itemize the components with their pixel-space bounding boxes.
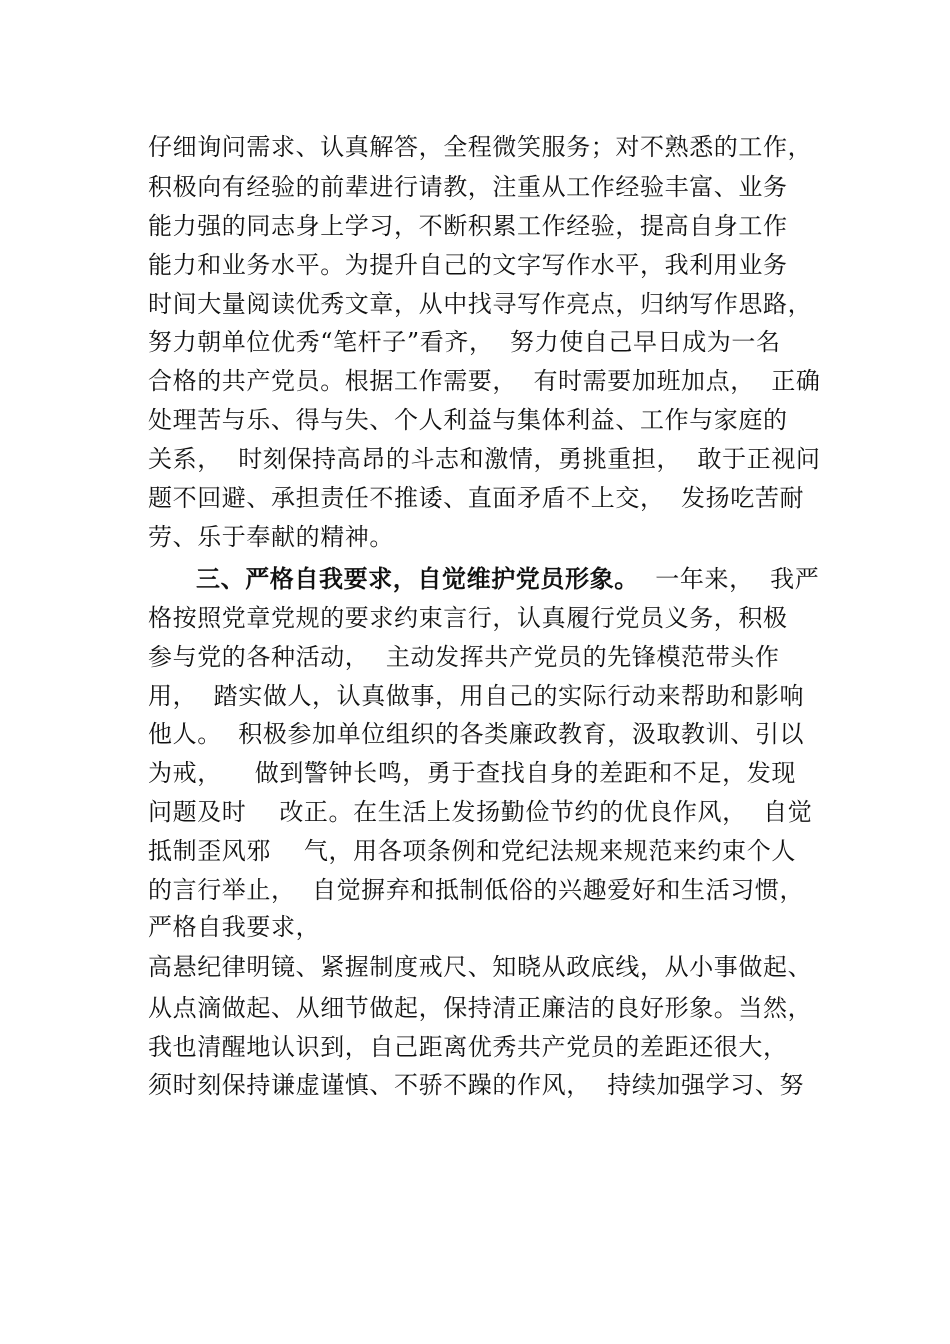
text-line: 合格的共产党员。根据工作需要， 有时需要加班加点， 正确	[148, 367, 821, 395]
text-line: 参与党的各种活动， 主动发挥共产党员的先锋模范带头作	[148, 643, 780, 671]
text-line: 积极向有经验的前辈进行请教，注重从工作经验丰富、业务	[148, 173, 788, 201]
text-line: 抵制歪风邪 气，用各项条例和党纪法规来规范来约束个人	[148, 837, 796, 865]
section-heading-line	[196, 564, 819, 594]
text-line: 我也清醒地认识到，自己距离优秀共产党员的差距还很大，	[148, 1033, 788, 1061]
text-line: 劳、乐于奉献的精神。	[148, 523, 394, 551]
section-heading: 三、严格自我要求，自觉维护党员形象。	[196, 564, 639, 593]
text-line: 关系， 时刻保持高昂的斗志和激情，勇挑重担， 敢于正视问	[148, 445, 821, 473]
text-line: 题不回避、承担责任不推诿、直面矛盾不上交， 发扬吃苦耐	[148, 484, 805, 512]
text-line: 能力强的同志身上学习，不断积累工作经验，提高自身工作	[148, 212, 788, 240]
section-heading-continuation: 一年来， 我严	[638, 565, 820, 593]
text-line: 须时刻保持谦虚谨慎、不骄不躁的作风， 持续加强学习、努	[148, 1071, 805, 1099]
text-line: 问题及时 改正。在生活上发扬勤俭节约的优良作风， 自觉	[148, 798, 813, 826]
text-line: 高悬纪律明镜、紧握制度戒尺、知晓从政底线，从小事做起、	[148, 953, 813, 981]
text-line: 努力朝单位优秀“笔杆子”看齐， 努力使自己早日成为一名	[148, 328, 781, 356]
text-line: 为戒， 做到警钟长鸣，勇于查找自身的差距和不足，发现	[148, 759, 796, 787]
text-line: 用， 踏实做人，认真做事，用自己的实际行动来帮助和影响	[148, 682, 805, 710]
text-line: 能力和业务水平。为提升自己的文字写作水平，我利用业务	[148, 251, 788, 279]
text-line: 仔细询问需求、认真解答，全程微笑服务；对不熟悉的工作，	[148, 133, 813, 161]
text-line: 时间大量阅读优秀文章，从中找寻写作亮点，归纳写作思路，	[148, 290, 813, 318]
text-line: 他人。 积极参加单位组织的各类廉政教育，汲取教训、引以	[148, 720, 805, 748]
text-line: 严格自我要求，	[148, 913, 321, 941]
text-line: 从点滴做起、从细节做起，保持清正廉洁的良好形象。当然，	[148, 994, 813, 1022]
text-line: 处理苦与乐、得与失、个人利益与集体利益、工作与家庭的	[148, 406, 788, 434]
text-line: 格按照党章党规的要求约束言行，认真履行党员义务，积极	[148, 604, 788, 632]
text-line: 的言行举止， 自觉摒弃和抵制低俗的兴趣爱好和生活习惯，	[148, 876, 805, 904]
